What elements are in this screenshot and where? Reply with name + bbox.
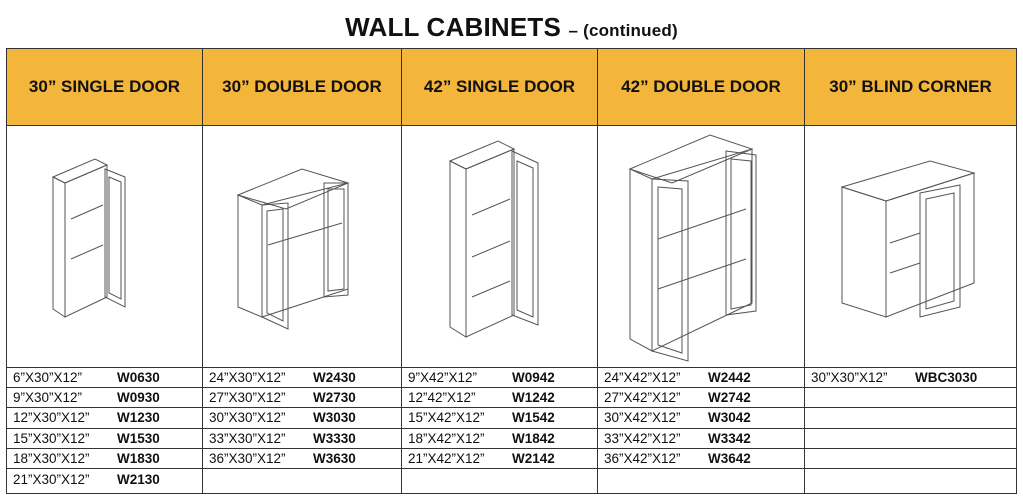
table-row: 18”X42”X12” W1842 xyxy=(402,429,597,449)
table-row: 33”X30”X12” W3330 xyxy=(203,429,401,449)
table-row: 27”X42”X12” W2742 xyxy=(598,388,804,408)
table-row: 21”X42”X12” W2142 xyxy=(402,449,597,469)
table-row: 18”X30”X12” W1830 xyxy=(7,449,202,469)
column-header: 42” DOUBLE DOOR xyxy=(598,49,804,126)
table-row xyxy=(805,388,1016,408)
table-row: 24”X42”X12” W2442 xyxy=(598,368,804,388)
double-door-cabinet-icon xyxy=(203,126,401,368)
table-row: 12”42”X12” W1242 xyxy=(402,388,597,408)
column-30-double-door xyxy=(203,49,402,493)
table-row: 21”X30”X12” W2130 xyxy=(13,471,160,487)
column-header: 42” SINGLE DOOR xyxy=(402,49,597,126)
table-row xyxy=(805,429,1016,449)
table-row xyxy=(805,469,1016,489)
table-row: 9”X42”X12” W0942 xyxy=(402,368,597,388)
table-row: 36”X30”X12” W3630 xyxy=(203,449,401,469)
page-title xyxy=(0,12,1023,43)
table-row: 33”X42”X12” W3342 xyxy=(598,429,804,449)
table-row xyxy=(203,469,401,489)
table-row: 6”X30”X12” W0630 xyxy=(7,368,202,388)
column-header: 30” BLIND CORNER xyxy=(805,49,1016,126)
table-row: 27”X30”X12” W2730 xyxy=(203,388,401,408)
table-row xyxy=(805,408,1016,428)
table-row: 30”X30”X12” WBC3030 xyxy=(805,368,1016,388)
column-42-double-door xyxy=(598,49,805,493)
table-row: 30”X42”X12” W3042 xyxy=(598,408,804,428)
column-30-blind-corner xyxy=(805,49,1016,493)
table-row: 15”X42”X12” W1542 xyxy=(402,408,597,428)
column-header: 30” SINGLE DOOR xyxy=(7,49,202,126)
table-row: 15”X30”X12” W1530 xyxy=(7,429,202,449)
table-row: 24”X30”X12” W2430 xyxy=(203,368,401,388)
table-row xyxy=(598,469,804,489)
tall-single-door-cabinet-icon xyxy=(402,126,597,368)
column-42-single-door xyxy=(402,49,598,493)
table-row: 30”X30”X12” W3030 xyxy=(203,408,401,428)
tall-double-door-cabinet-icon xyxy=(598,126,804,368)
cabinet-table xyxy=(6,48,1017,494)
table-row: 36”X42”X12” W3642 xyxy=(598,449,804,469)
table-row: 12”X30”X12” W1230 xyxy=(7,408,202,428)
column-header: 30” DOUBLE DOOR xyxy=(203,49,401,126)
blind-corner-cabinet-icon xyxy=(805,126,1016,368)
table-row xyxy=(402,469,597,489)
column-30-single-door xyxy=(7,49,203,493)
title-sub: – (continued) xyxy=(568,21,678,40)
table-row xyxy=(805,449,1016,469)
table-row: 9”X30”X12” W0930 xyxy=(7,388,202,408)
single-door-cabinet-icon xyxy=(7,126,202,368)
title-main: WALL CABINETS xyxy=(345,12,562,42)
